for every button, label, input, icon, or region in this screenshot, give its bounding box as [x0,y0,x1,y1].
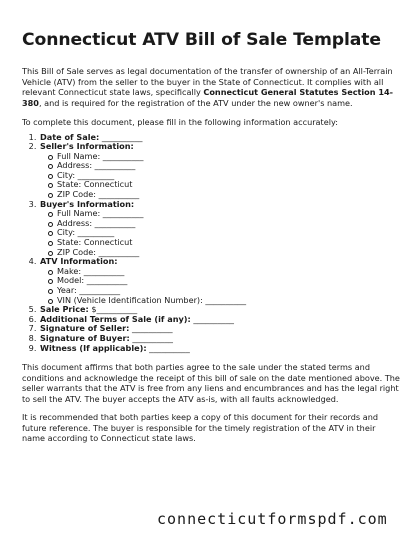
sub-item: ZIP Code: __________ [57,248,400,258]
list-item-witness [39,344,400,354]
sub-item: Year: __________ [57,286,400,296]
sub-item: Full Name: __________ [57,209,400,219]
item-label: ATV Information: [40,256,118,267]
instructions-lead: To complete this document, please fill in the following information accurately: [22,117,338,127]
list-item-seller-info [39,142,400,200]
seller-sublist [40,152,400,200]
document-page [22,30,400,444]
statute-reference: Connecticut General Statutes Section 14-380 [22,87,394,108]
item-blank: __________ [99,131,143,142]
item-blank: __________ [190,313,234,324]
item-label: Seller's Information: [40,141,134,152]
sub-item: VIN (Vehicle Identification Number): __________ [57,296,400,306]
sub-item: State: Connecticut [57,238,400,248]
atv-sublist [40,267,400,305]
document-title: Connecticut ATV Bill of Sale Template [22,30,381,50]
item-blank: __________ [129,332,173,343]
item-label: Signature of Seller: [40,323,130,334]
intro-text-a: This Bill of Sale serves as legal documentation of the transfer of ownership of an All-Terrain Vehicle (ATV) from the seller to the buyer in the State of Connecticut. It complies with all relevant Connecticut state laws, specifically [22,66,393,97]
closing-paragraph-2: It is recommended that both parties keep a copy of this document for their records and future reference. The buyer is responsible for the timely registration of the ATV in their name according to Connecticut state laws. [22,412,378,444]
sub-item: City: _________ [57,228,400,238]
sub-item: Full Name: __________ [57,152,400,162]
sub-item: Address: __________ [57,219,400,229]
fields-list [22,133,400,354]
item-label: Sale Price: [40,304,89,315]
item-blank: __________ [146,342,190,353]
item-label: Witness (If applicable): [40,342,147,353]
intro-paragraph [22,66,400,108]
item-label: Buyer's Information: [40,198,135,209]
buyer-sublist [40,209,400,257]
site-watermark: connecticutformspdf.com [157,510,388,528]
sub-item: ZIP Code: __________ [57,190,400,200]
item-label: Date of Sale: [40,131,100,142]
item-blank: $__________ [88,304,138,315]
sub-item: Make: __________ [57,267,400,277]
item-label: Additional Terms of Sale (if any): [40,313,191,324]
list-item-atv-info [39,257,400,305]
sub-item: Address: __________ [57,161,400,171]
item-blank: __________ [129,323,173,334]
intro-text-b: , and is required for the registration of the ATV under the new owner's name. [38,97,353,108]
item-label: Signature of Buyer: [40,332,130,343]
closing-paragraph-1: This document affirms that both parties agree to the sale under the stated terms and conditions and acknowledge the receipt of this bill of sale on the date mentioned above. The seller warrants that the ATV is free from any liens and encumbrances and has the legal right to sell the ATV. The buyer accepts the ATV as-is, with all faults acknowledged. [22,362,400,404]
sub-item: State: Connecticut [57,180,400,190]
list-item-buyer-info [39,200,400,258]
sub-item: Model: __________ [57,276,400,286]
sub-item: City: _________ [57,171,400,181]
